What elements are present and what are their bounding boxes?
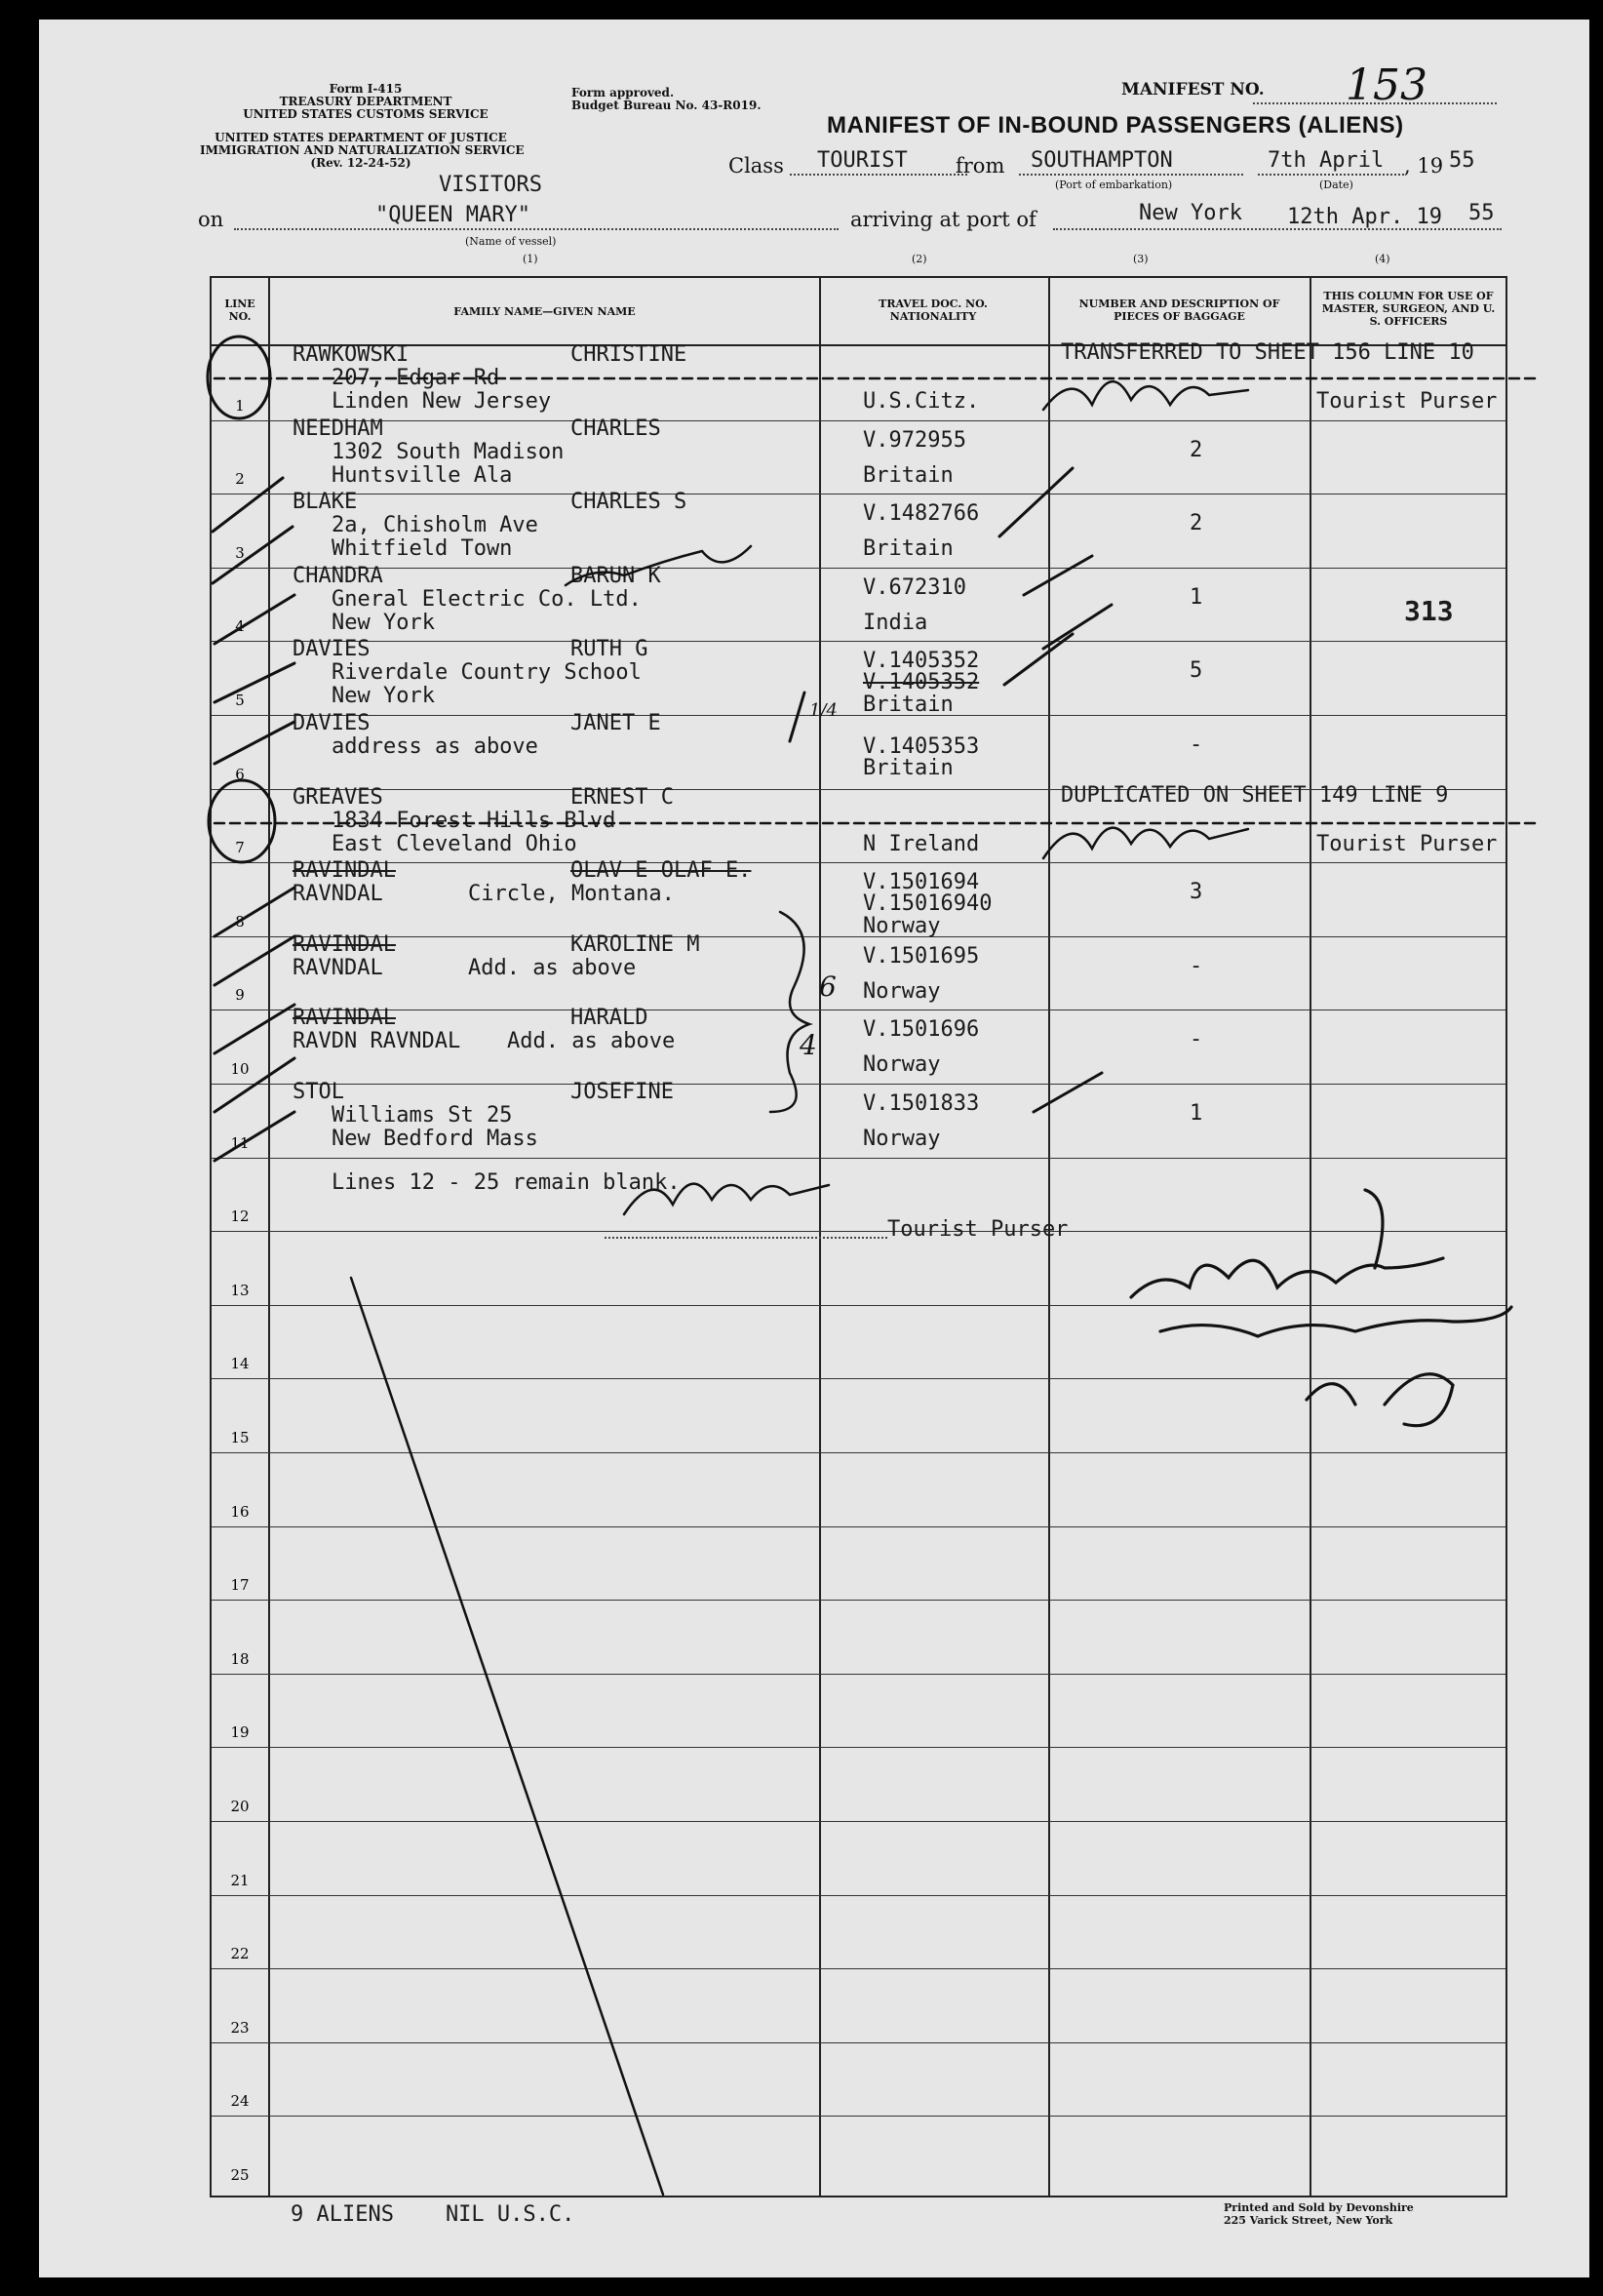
family-name: RAVINDAL <box>293 858 396 884</box>
given-name: CHARLES S <box>570 490 687 515</box>
travel-doc-no: V.1501695 <box>863 943 980 969</box>
line-number: 22 <box>230 1945 250 1963</box>
baggage-count: 1 <box>1190 584 1203 610</box>
given-name: KAROLINE M <box>570 931 700 957</box>
family-name: BLAKE <box>293 490 358 515</box>
transfer-signature-title: Tourist Purser <box>1316 831 1498 856</box>
address-line: Riverdale Country School <box>332 660 642 686</box>
tick-mark <box>215 1058 294 1112</box>
ins-service: IMMIGRATION AND NATURALIZATION SERVICE <box>200 143 525 157</box>
col3-caption: (3) <box>1133 253 1149 265</box>
tick-mark <box>1043 605 1112 649</box>
baggage-count: - <box>1190 1027 1203 1052</box>
line-number: 13 <box>230 1281 250 1299</box>
given-name: JOSEFINE <box>570 1080 674 1104</box>
tick-mark <box>215 888 294 936</box>
hand-mark-line5 <box>790 693 804 741</box>
purser-signature-1 <box>1043 381 1248 410</box>
family-name: DAVIES <box>293 637 371 662</box>
family-name: GREAVES <box>293 784 383 810</box>
family-name: STOL <box>293 1080 344 1104</box>
line-number: 24 <box>230 2092 250 2111</box>
arrival-date: 12th Apr. 19 <box>1287 205 1442 229</box>
justice-dept: UNITED STATES DEPARTMENT OF JUSTICE <box>215 131 507 144</box>
tick-mark <box>1024 556 1092 595</box>
brace-mark <box>770 912 809 1112</box>
form-revision: (Rev. 12-24-52) <box>310 156 411 170</box>
address-line: Add. as above <box>507 1029 676 1054</box>
manifest-sheet <box>39 20 1589 2277</box>
address-line: 1302 South Madison <box>332 439 565 464</box>
line-number: 6 <box>235 765 245 783</box>
line-number: 4 <box>235 617 245 636</box>
baggage-count: - <box>1190 953 1203 978</box>
line-number: 3 <box>235 543 245 562</box>
line-number: 11 <box>230 1133 250 1152</box>
address-line-2: Linden New Jersey <box>332 389 552 414</box>
address-line: Add. as above <box>468 955 637 980</box>
address-line: Circle, Montana. <box>468 882 675 907</box>
given-name: BARUN K <box>570 563 661 588</box>
line-number: 10 <box>230 1060 250 1078</box>
travel-doc-no-2: V.15016940 <box>863 891 993 917</box>
vessel-caption: (Name of vessel) <box>465 235 557 248</box>
form-approved: Form approved. <box>571 86 675 99</box>
nationality: Norway <box>863 1127 941 1151</box>
purser-signature-2 <box>1043 828 1248 858</box>
tick-mark <box>999 468 1073 536</box>
travel-doc-no: V.1405352 <box>863 649 980 674</box>
on-label: on <box>198 208 224 231</box>
nationality: Britain <box>863 756 954 780</box>
totals: 9 ALIENS NIL U.S.C. <box>291 2202 575 2227</box>
line-number: 20 <box>230 1798 250 1815</box>
vessel-name: "QUEEN MARY" <box>375 203 530 227</box>
line-number: 17 <box>230 1576 250 1595</box>
family-name: RAVINDAL <box>293 1006 396 1031</box>
form-number: Form I-415 <box>329 82 403 96</box>
line-number: 2 <box>235 470 245 489</box>
treasury-dept: TREASURY DEPARTMENT <box>279 95 452 108</box>
line-number: 15 <box>230 1429 250 1446</box>
tick-mark <box>215 595 294 644</box>
officer-signature <box>1131 1190 1511 1426</box>
tick-mark <box>213 527 293 583</box>
nationality: N Ireland <box>863 831 980 856</box>
circle-mark-line7 <box>209 780 275 862</box>
given-name: HARALD <box>570 1006 648 1031</box>
col2-caption: (2) <box>912 253 927 265</box>
manifest-title: MANIFEST OF IN-BOUND PASSENGERS (ALIENS) <box>827 112 1404 139</box>
arrival-year: 55 <box>1468 201 1495 225</box>
address-line-2: New York <box>332 610 435 635</box>
tick-mark <box>1004 634 1073 685</box>
travel-doc-no: V.672310 <box>863 574 966 600</box>
year-value: 55 <box>1449 148 1475 173</box>
line-number: 1 <box>235 396 245 415</box>
nationality: India <box>863 610 928 635</box>
travel-doc-no-2: V.1405352 <box>863 670 980 695</box>
nationality: Britain <box>863 536 954 562</box>
given-name: JANET E <box>570 711 661 735</box>
col-header-baggage: NUMBER AND DESCRIPTION OF PIECES OF BAGGAGE <box>1078 297 1280 323</box>
void-diagonal-line <box>351 1278 663 2195</box>
travel-doc-no: V.1501696 <box>863 1017 980 1043</box>
purser-signature-3 <box>624 1184 829 1214</box>
tick-mark <box>215 1005 294 1053</box>
line-number: 7 <box>235 839 245 857</box>
handwriting-overlay <box>39 20 1589 2277</box>
line-number: 25 <box>230 2166 250 2184</box>
date-caption: (Date) <box>1319 178 1353 191</box>
baggage-count: 3 <box>1190 880 1203 905</box>
address-line: address as above <box>332 734 538 759</box>
bracket-count-4: 4 <box>800 1029 817 1061</box>
address-line-2: Whitfield Town <box>332 536 513 562</box>
purser-title: Tourist Purser <box>887 1217 1069 1242</box>
col-header-name: FAMILY NAME—GIVEN NAME <box>453 305 636 318</box>
address-line-2: East Cleveland Ohio <box>332 831 577 856</box>
col-header-travel-doc: TRAVEL DOC. NO. NATIONALITY <box>879 297 988 323</box>
nationality: Norway <box>863 978 941 1004</box>
line-number: 18 <box>230 1649 250 1668</box>
baggage-count: - <box>1190 732 1203 757</box>
travel-doc-no: V.1405353 <box>863 734 980 759</box>
col-header-officers: THIS COLUMN FOR USE OF MASTER, SURGEON, AND U. S. OFFICERS <box>1321 290 1496 328</box>
col-header-line-no: LINE NO. <box>224 297 255 323</box>
line-number: 9 <box>235 986 245 1005</box>
printer-line-2: 225 Varick Street, New York <box>1224 2214 1393 2227</box>
arriving-label: arriving at port of <box>850 208 1036 231</box>
line-number: 19 <box>230 1723 250 1742</box>
address-line-2: Huntsville Ala <box>332 462 513 488</box>
travel-doc-no: V.1482766 <box>863 501 980 527</box>
customs-service: UNITED STATES CUSTOMS SERVICE <box>243 107 489 121</box>
address-line: 1834 Forest Hills Blvd <box>332 808 616 833</box>
address-line: 2a, Chisholm Ave <box>332 513 538 538</box>
port-caption: (Port of embarkation) <box>1055 178 1173 191</box>
line-number: 14 <box>230 1355 250 1373</box>
bracket-count-6: 6 <box>819 970 837 1003</box>
baggage-count: 1 <box>1190 1101 1203 1126</box>
tick-mark <box>215 722 294 764</box>
line-number: 12 <box>230 1207 250 1226</box>
blake-initials <box>566 546 751 585</box>
transfer-signature-title: Tourist Purser <box>1316 389 1498 414</box>
address-line-2: New York <box>332 684 435 709</box>
tick-mark <box>215 663 294 702</box>
family-name-corrected: RAVNDAL <box>293 882 383 907</box>
given-name: CHRISTINE <box>570 342 687 367</box>
address-line-2: New Bedford Mass <box>332 1127 538 1151</box>
family-name: RAVINDAL <box>293 931 396 957</box>
family-name-corrected: RAVDN RAVNDAL <box>293 1029 461 1054</box>
date-value: 7th April <box>1268 148 1385 173</box>
address-line: Gneral Electric Co. Ltd. <box>332 586 642 612</box>
tick-mark <box>1034 1073 1102 1112</box>
family-name: CHANDRA <box>293 563 383 588</box>
visitors-stamp: VISITORS <box>439 173 542 197</box>
address-line: Williams St 25 <box>332 1103 513 1128</box>
family-name: DAVIES <box>293 711 371 735</box>
travel-doc-no: V.1501694 <box>863 870 980 895</box>
line-number: 21 <box>230 1871 250 1889</box>
travel-doc-no: V.1501833 <box>863 1091 980 1116</box>
manifest-no: 153 <box>1346 60 1427 110</box>
nationality: Britain <box>863 693 954 718</box>
baggage-count: 2 <box>1190 511 1203 536</box>
initials-mark: 1/4 <box>809 700 838 721</box>
class-label: Class <box>728 154 784 178</box>
line-number: 5 <box>235 692 245 709</box>
baggage-count: 5 <box>1190 658 1203 684</box>
line-number: 23 <box>230 2018 250 2037</box>
tick-mark <box>213 478 283 532</box>
transfer-note: TRANSFERRED TO SHEET 156 LINE 10 <box>1061 340 1474 365</box>
nationality: Norway <box>863 914 941 939</box>
col1-caption: (1) <box>523 253 538 265</box>
family-name: RAWKOWSKI <box>293 342 410 367</box>
officer-note: 313 <box>1404 594 1454 627</box>
family-name-corrected: RAVNDAL <box>293 955 383 980</box>
arrival-port: New York <box>1139 201 1242 225</box>
tick-mark <box>215 1112 294 1161</box>
manifest-no-label: MANIFEST NO. <box>1121 80 1265 99</box>
line-number: 16 <box>230 1502 250 1521</box>
address-line: 207, Edgar Rd <box>332 366 500 390</box>
given-name: CHARLES <box>570 416 661 441</box>
col4-caption: (4) <box>1375 253 1390 265</box>
tick-mark <box>215 936 294 985</box>
blank-lines-note: Lines 12 - 25 remain blank. <box>332 1170 681 1195</box>
given-name: RUTH G <box>570 637 648 662</box>
travel-doc-no: V.972955 <box>863 427 966 453</box>
family-name: NEEDHAM <box>293 416 383 441</box>
transfer-note: DUPLICATED ON SHEET 149 LINE 9 <box>1061 782 1449 808</box>
nationality: Britain <box>863 462 954 488</box>
year-prefix: , 19 <box>1404 154 1444 178</box>
class-value: TOURIST <box>817 148 908 173</box>
line-number: 8 <box>235 912 245 930</box>
given-name: OLAV E OLAF E. <box>570 858 752 884</box>
nationality: Norway <box>863 1052 941 1078</box>
given-name: ERNEST C <box>570 784 674 810</box>
printer-line-1: Printed and Sold by Devonshire <box>1224 2201 1414 2214</box>
baggage-count: 2 <box>1190 437 1203 462</box>
from-label: from <box>956 154 1005 178</box>
nationality: U.S.Citz. <box>863 389 980 414</box>
budget-bureau: Budget Bureau No. 43-R019. <box>571 99 762 112</box>
from-value: SOUTHAMPTON <box>1031 148 1173 173</box>
